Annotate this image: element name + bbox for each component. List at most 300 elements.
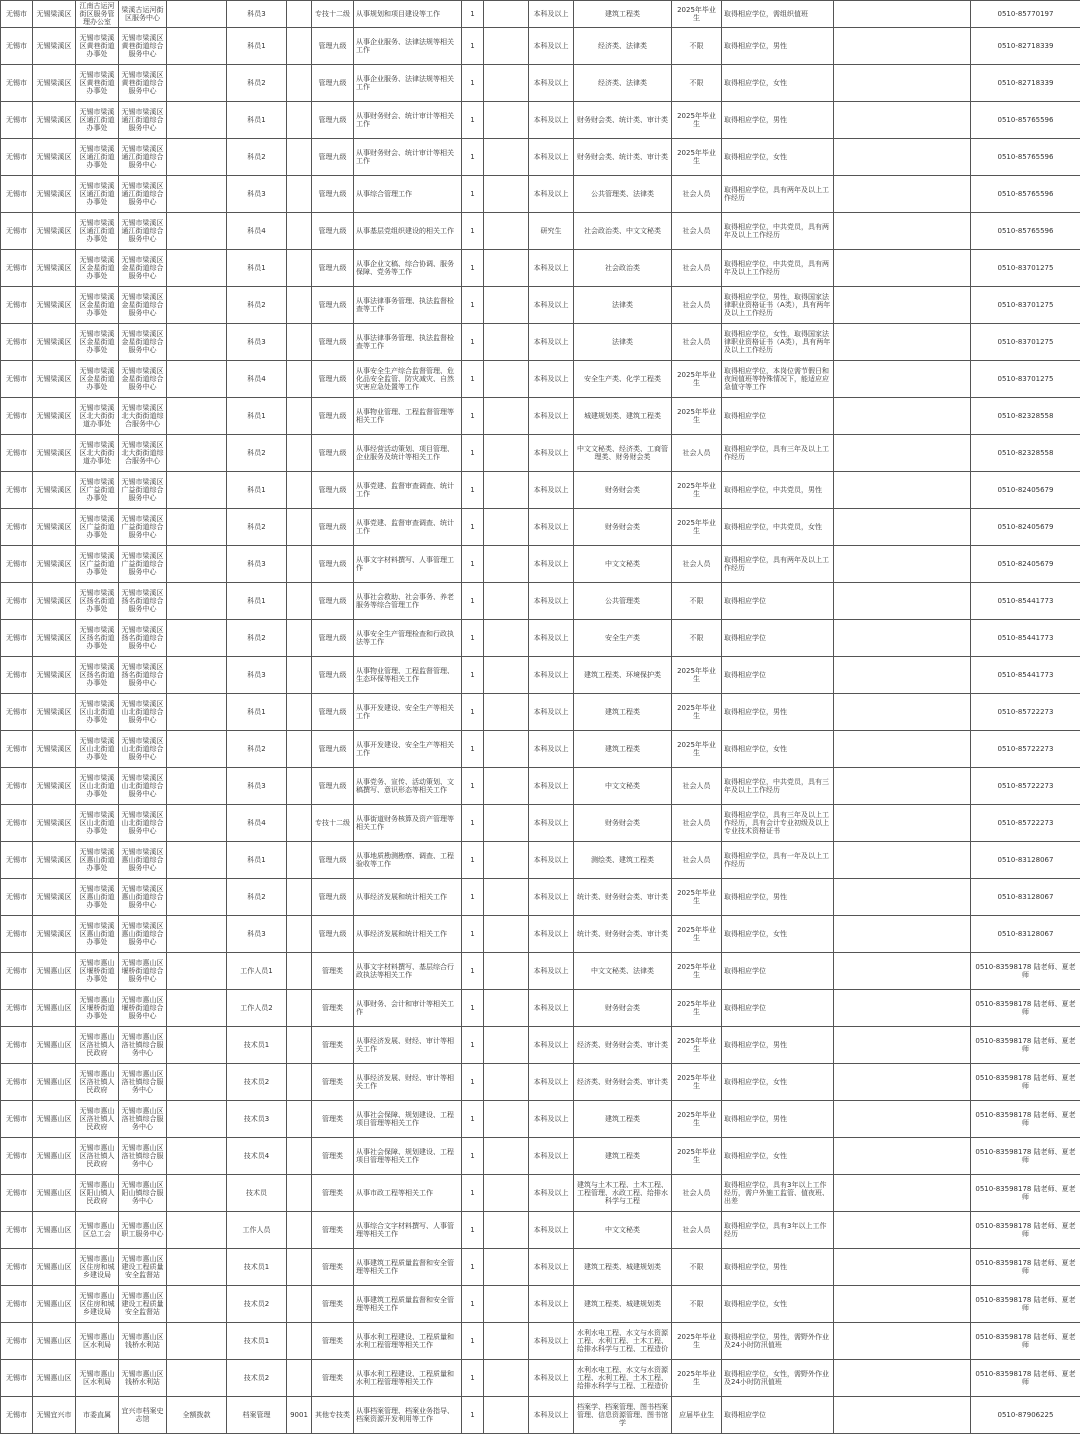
table-cell: 科员1 [227, 250, 287, 287]
table-cell [287, 953, 312, 990]
table-cell: 无锡市梁溪区通江街道办事处 [76, 139, 119, 176]
table-cell [287, 879, 312, 916]
table-cell: 不限 [672, 65, 722, 102]
table-cell: 0510-85441773 [971, 583, 1080, 620]
table-cell [484, 361, 529, 398]
table-cell: 1 [462, 102, 484, 139]
table-cell [484, 620, 529, 657]
table-cell: 无锡市梁溪区金星街道办事处 [76, 250, 119, 287]
table-cell: 本科及以上 [529, 139, 574, 176]
table-cell: 2025年毕业生 [672, 1101, 722, 1138]
table-cell: 宜兴市档案史志馆 [119, 1397, 167, 1434]
table-cell: 中文文秘类 [574, 1212, 672, 1249]
table-cell [834, 250, 971, 287]
table-cell: 无锡市 [1, 879, 33, 916]
table-cell: 无锡梁溪区 [33, 176, 76, 213]
table-cell: 无锡梁溪区 [33, 398, 76, 435]
table-cell [167, 731, 227, 768]
table-cell: 无锡市 [1, 805, 33, 842]
table-cell: 9001 [287, 1397, 312, 1434]
table-cell: 无锡市梁溪区惠山街道办事处 [76, 879, 119, 916]
table-row [1, 139, 1080, 176]
table-cell: 0510-85765596 [971, 139, 1080, 176]
table-cell [167, 1027, 227, 1064]
table-row [1, 879, 1080, 916]
table-cell: 1 [462, 546, 484, 583]
table-cell: 无锡梁溪区 [33, 583, 76, 620]
table-cell [287, 509, 312, 546]
table-cell: 从事文字材料撰写、基层综合行政执法等相关工作 [354, 953, 462, 990]
table-cell [167, 620, 227, 657]
table-cell [834, 583, 971, 620]
table-cell [287, 731, 312, 768]
table-cell: 管理九级 [312, 509, 354, 546]
table-cell: 本科及以上 [529, 1138, 574, 1175]
table-cell: 本科及以上 [529, 1101, 574, 1138]
table-cell: 无锡市梁溪区黄巷街道办事处 [76, 65, 119, 102]
table-cell [167, 472, 227, 509]
table-cell: 无锡市梁溪区广益街道综合服务中心 [119, 472, 167, 509]
table-cell: 安全生产类、化学工程类 [574, 361, 672, 398]
table-cell: 无锡市梁溪区惠山街道办事处 [76, 842, 119, 879]
table-cell: 中文文秘类 [574, 546, 672, 583]
table-cell: 管理九级 [312, 472, 354, 509]
table-cell [834, 953, 971, 990]
table-cell: 无锡市惠山区堰桥街道综合服务中心 [119, 953, 167, 990]
table-cell: 无锡市惠山区堰桥街道办事处 [76, 990, 119, 1027]
table-cell [484, 213, 529, 250]
table-cell: 1 [462, 1360, 484, 1397]
table-cell: 无锡惠山区 [33, 1249, 76, 1286]
table-cell: 本科及以上 [529, 361, 574, 398]
table-cell: 社会人员 [672, 1212, 722, 1249]
table-cell [834, 879, 971, 916]
table-cell: 建筑与土木工程、土木工程、工程管理、水政工程、给排水科学与工程 [574, 1175, 672, 1212]
table-cell [167, 250, 227, 287]
table-cell [287, 435, 312, 472]
table-cell: 1 [462, 1175, 484, 1212]
table-cell [287, 694, 312, 731]
table-cell: 2025年毕业生 [672, 398, 722, 435]
table-cell [834, 509, 971, 546]
table-cell: 无锡市惠山区堰桥街道综合服务中心 [119, 990, 167, 1027]
table-cell [287, 361, 312, 398]
table-cell: 无锡梁溪区 [33, 916, 76, 953]
table-cell: 1 [462, 990, 484, 1027]
table-cell: 社会人员 [672, 435, 722, 472]
table-cell: 无锡市惠山区职工服务中心 [119, 1212, 167, 1249]
table-cell: 从事经济发展、财经、审计等相关工作 [354, 1027, 462, 1064]
table-cell: 测绘类、建筑工程类 [574, 842, 672, 879]
table-cell: 取得相应学位，男性，取得国家法律职业资格证书（A类），具有两年及以上工作经历 [722, 287, 834, 324]
table-cell: 0510-83598178 陆老师、夏老师 [971, 1064, 1080, 1101]
table-cell: 科员3 [227, 916, 287, 953]
table-cell: 0510-85765596 [971, 102, 1080, 139]
table-cell [167, 1249, 227, 1286]
table-cell: 取得相应学位，男性 [722, 879, 834, 916]
table-cell: 无锡梁溪区 [33, 213, 76, 250]
table-cell [287, 250, 312, 287]
table-cell: 管理九级 [312, 842, 354, 879]
table-cell: 无锡市梁溪区金星街道办事处 [76, 287, 119, 324]
table-cell: 本科及以上 [529, 879, 574, 916]
table-cell [167, 287, 227, 324]
table-cell [167, 102, 227, 139]
table-cell [287, 805, 312, 842]
table-cell: 无锡市梁溪区山北街道综合服务中心 [119, 694, 167, 731]
table-cell: 0510-83598178 陆老师、夏老师 [971, 1212, 1080, 1249]
table-cell: 科员2 [227, 620, 287, 657]
table-cell: 管理九级 [312, 250, 354, 287]
table-cell [484, 1101, 529, 1138]
table-cell: 无锡市梁溪区扬名街道办事处 [76, 657, 119, 694]
table-cell: 本科及以上 [529, 28, 574, 65]
table-cell: 无锡市 [1, 1, 33, 28]
table-cell [484, 435, 529, 472]
table-row [1, 435, 1080, 472]
table-cell: 无锡梁溪区 [33, 65, 76, 102]
table-cell [287, 1, 312, 28]
table-cell [834, 324, 971, 361]
table-cell: 2025年毕业生 [672, 1, 722, 28]
table-cell [834, 768, 971, 805]
table-cell: 1 [462, 1397, 484, 1434]
table-cell: 取得相应学位，男性 [722, 1027, 834, 1064]
table-cell: 0510-85765596 [971, 213, 1080, 250]
table-cell: 无锡市 [1, 213, 33, 250]
table-row [1, 620, 1080, 657]
table-cell: 无锡市梁溪区黄巷街道办事处 [76, 28, 119, 65]
table-cell: 科员4 [227, 361, 287, 398]
table-cell: 无锡市梁溪区山北街道综合服务中心 [119, 805, 167, 842]
table-cell: 无锡市梁溪区山北街道综合服务中心 [119, 731, 167, 768]
table-cell: 从事建筑工程质量监督和安全管理等相关工作 [354, 1286, 462, 1323]
table-cell: 统计类、财务财会类、审计类 [574, 916, 672, 953]
table-cell: 无锡市惠山区建设工程质量安全监督站 [119, 1249, 167, 1286]
table-cell: 科员1 [227, 583, 287, 620]
table-cell: 0510-85770197 [971, 1, 1080, 28]
table-cell: 无锡市梁溪区扬名街道办事处 [76, 620, 119, 657]
table-cell: 无锡市 [1, 546, 33, 583]
table-cell [484, 842, 529, 879]
table-cell [287, 1360, 312, 1397]
table-cell: 1 [462, 768, 484, 805]
table-cell: 经济类、财务财会类、审计类 [574, 1064, 672, 1101]
table-cell [167, 398, 227, 435]
table-cell: 从事法律事务管理、执法监督检查等工作 [354, 287, 462, 324]
table-cell: 1 [462, 509, 484, 546]
table-cell: 无锡市惠山区总工会 [76, 1212, 119, 1249]
table-cell: 无锡市惠山区洛社镇综合服务中心 [119, 1027, 167, 1064]
table-cell: 无锡市梁溪区金星街道综合服务中心 [119, 361, 167, 398]
table-cell: 无锡市 [1, 1064, 33, 1101]
table-cell: 管理九级 [312, 583, 354, 620]
table-cell: 本科及以上 [529, 953, 574, 990]
table-cell [834, 1212, 971, 1249]
table-cell [484, 583, 529, 620]
table-cell: 无锡梁溪区 [33, 731, 76, 768]
table-cell: 技术员4 [227, 1138, 287, 1175]
table-cell: 法律类 [574, 287, 672, 324]
table-cell: 无锡梁溪区 [33, 805, 76, 842]
table-cell: 从事街道财务核算及资产管理等相关工作 [354, 805, 462, 842]
table-cell [834, 213, 971, 250]
table-cell: 无锡市梁溪区广益街道综合服务中心 [119, 509, 167, 546]
table-cell: 中文文秘类、经济类、工商管理类、财务财会类 [574, 435, 672, 472]
table-cell: 1 [462, 1249, 484, 1286]
table-cell: 0510-82328558 [971, 435, 1080, 472]
table-cell: 科员1 [227, 472, 287, 509]
table-cell: 社会人员 [672, 1175, 722, 1212]
table-row [1, 250, 1080, 287]
table-cell: 取得相应学位，中共党员，具有三年及以上工作经历 [722, 768, 834, 805]
table-cell: 0510-83598178 陆老师、夏老师 [971, 1249, 1080, 1286]
table-cell: 取得相应学位，女性 [722, 731, 834, 768]
table-cell: 取得相应学位 [722, 620, 834, 657]
table-cell: 管理九级 [312, 694, 354, 731]
table-cell: 管理九级 [312, 916, 354, 953]
table-cell: 从事企业服务、法律法规等相关工作 [354, 28, 462, 65]
table-cell [834, 287, 971, 324]
table-cell: 社会人员 [672, 324, 722, 361]
table-cell [834, 1360, 971, 1397]
table-cell: 无锡梁溪区 [33, 657, 76, 694]
table-cell: 无锡市惠山区洛社镇综合服务中心 [119, 1064, 167, 1101]
table-cell: 本科及以上 [529, 842, 574, 879]
table-row [1, 1397, 1080, 1434]
table-cell: 取得相应学位 [722, 398, 834, 435]
table-cell [834, 1064, 971, 1101]
table-cell [287, 768, 312, 805]
table-cell: 本科及以上 [529, 805, 574, 842]
table-cell [167, 1, 227, 28]
table-cell: 工作人员 [227, 1212, 287, 1249]
table-cell [484, 509, 529, 546]
table-cell: 1 [462, 250, 484, 287]
table-cell [287, 990, 312, 1027]
table-cell [484, 990, 529, 1027]
table-cell: 取得相应学位，男性 [722, 102, 834, 139]
table-cell: 1 [462, 287, 484, 324]
table-cell: 本科及以上 [529, 1286, 574, 1323]
table-cell [834, 1101, 971, 1138]
table-cell [167, 1064, 227, 1101]
table-cell: 科员3 [227, 546, 287, 583]
table-cell: 从事经济发展、财经、审计等相关工作 [354, 1064, 462, 1101]
table-cell: 1 [462, 1101, 484, 1138]
table-cell: 无锡市梁溪区广益街道综合服务中心 [119, 546, 167, 583]
table-cell: 从事综合文字材料撰写、人事管理等相关工作 [354, 1212, 462, 1249]
table-cell: 管理九级 [312, 731, 354, 768]
table-cell: 取得相应学位 [722, 1397, 834, 1434]
table-cell: 1 [462, 1286, 484, 1323]
table-cell: 建筑工程类 [574, 694, 672, 731]
table-cell: 建筑工程类 [574, 1138, 672, 1175]
table-row [1, 361, 1080, 398]
table-cell: 工作人员2 [227, 990, 287, 1027]
table-cell: 无锡市梁溪区山北街道办事处 [76, 768, 119, 805]
table-cell [834, 435, 971, 472]
table-cell [167, 1323, 227, 1360]
table-cell: 无锡市惠山区水利局 [76, 1323, 119, 1360]
table-cell: 无锡市梁溪区广益街道办事处 [76, 546, 119, 583]
table-cell [287, 1286, 312, 1323]
table-cell [484, 28, 529, 65]
table-cell: 无锡市 [1, 324, 33, 361]
table-cell: 从事法律事务管理、执法监督检查等工作 [354, 324, 462, 361]
table-cell: 社会人员 [672, 176, 722, 213]
table-cell: 本科及以上 [529, 287, 574, 324]
table-cell: 无锡市梁溪区扬名街道综合服务中心 [119, 620, 167, 657]
table-cell [834, 28, 971, 65]
table-cell: 管理类 [312, 1027, 354, 1064]
table-cell: 1 [462, 1027, 484, 1064]
table-cell: 无锡市 [1, 1323, 33, 1360]
table-cell: 无锡梁溪区 [33, 102, 76, 139]
table-cell [484, 1138, 529, 1175]
table-cell: 1 [462, 694, 484, 731]
table-cell: 取得相应学位，具有一年及以上工作经历 [722, 842, 834, 879]
table-cell: 从事开发建设、安全生产等相关工作 [354, 731, 462, 768]
table-cell: 无锡梁溪区 [33, 1, 76, 28]
table-cell: 无锡市梁溪区山北街道办事处 [76, 731, 119, 768]
table-cell: 取得相应学位，需组织值班 [722, 1, 834, 28]
table-cell [167, 361, 227, 398]
table-cell: 管理九级 [312, 287, 354, 324]
table-cell [287, 324, 312, 361]
table-cell [484, 102, 529, 139]
table-cell: 2025年毕业生 [672, 879, 722, 916]
table-cell: 档案管理 [227, 1397, 287, 1434]
table-cell: 管理类 [312, 953, 354, 990]
table-cell: 管理九级 [312, 398, 354, 435]
table-cell: 1 [462, 1064, 484, 1101]
table-cell: 取得相应学位，女性，需野外作业及24小时防汛值班 [722, 1360, 834, 1397]
table-cell: 科员3 [227, 657, 287, 694]
table-cell: 2025年毕业生 [672, 1027, 722, 1064]
table-cell [834, 1175, 971, 1212]
table-cell [834, 657, 971, 694]
table-cell: 无锡市 [1, 509, 33, 546]
table-cell [287, 213, 312, 250]
table-cell: 取得相应学位，女性 [722, 916, 834, 953]
table-cell: 取得相应学位，女性 [722, 1064, 834, 1101]
table-cell [484, 768, 529, 805]
table-cell: 研究生 [529, 213, 574, 250]
table-cell: 统计类、财务财会类、审计类 [574, 879, 672, 916]
table-cell: 取得相应学位，女性，取得国家法律职业资格证书（A类），具有两年及以上工作经历 [722, 324, 834, 361]
table-cell: 0510-83598178 陆老师、夏老师 [971, 1138, 1080, 1175]
table-cell [834, 1323, 971, 1360]
table-row [1, 1360, 1080, 1397]
table-cell [484, 953, 529, 990]
table-cell: 无锡市 [1, 472, 33, 509]
table-cell: 管理九级 [312, 546, 354, 583]
table-cell: 无锡梁溪区 [33, 546, 76, 583]
table-cell [167, 657, 227, 694]
table-cell [834, 731, 971, 768]
table-cell: 江南古运河街区服务管理办公室 [76, 1, 119, 28]
table-cell [834, 842, 971, 879]
table-cell: 无锡市惠山区钱桥水利站 [119, 1323, 167, 1360]
table-cell: 1 [462, 1138, 484, 1175]
table-cell: 本科及以上 [529, 176, 574, 213]
table-cell: 无锡惠山区 [33, 1323, 76, 1360]
table-cell: 取得相应学位 [722, 990, 834, 1027]
table-cell: 社会人员 [672, 768, 722, 805]
table-cell: 1 [462, 1, 484, 28]
table-cell: 无锡市 [1, 657, 33, 694]
table-cell [287, 102, 312, 139]
table-cell [484, 1027, 529, 1064]
table-cell: 科员2 [227, 731, 287, 768]
table-cell: 管理类 [312, 1175, 354, 1212]
table-cell: 2025年毕业生 [672, 657, 722, 694]
table-cell: 法律类 [574, 324, 672, 361]
table-row [1, 287, 1080, 324]
table-cell [287, 916, 312, 953]
table-cell: 1 [462, 916, 484, 953]
table-cell: 管理九级 [312, 28, 354, 65]
table-row [1, 1249, 1080, 1286]
table-cell: 0510-83128067 [971, 916, 1080, 953]
table-cell [287, 1064, 312, 1101]
table-cell: 从事水利工程建设、工程质量和水利工程管理等相关工作 [354, 1360, 462, 1397]
table-cell: 无锡市惠山区堰桥街道办事处 [76, 953, 119, 990]
table-cell: 从事财务、会计和审计等相关工作 [354, 990, 462, 1027]
table-row [1, 583, 1080, 620]
table-cell: 取得相应学位，女性 [722, 1286, 834, 1323]
table-cell: 0510-85722273 [971, 694, 1080, 731]
table-cell: 从事党建、监督审查调查、统计工作 [354, 509, 462, 546]
table-cell: 管理九级 [312, 102, 354, 139]
table-cell: 取得相应学位，本岗位需节假日和夜间值班等特殊情况下，能适应应急值守等工作 [722, 361, 834, 398]
table-cell: 2025年毕业生 [672, 102, 722, 139]
table-cell: 无锡市惠山区住房和城乡建设局 [76, 1286, 119, 1323]
table-cell: 无锡市惠山区洛社镇综合服务中心 [119, 1138, 167, 1175]
table-cell: 社会人员 [672, 842, 722, 879]
table-row [1, 1101, 1080, 1138]
table-row [1, 1212, 1080, 1249]
table-cell: 无锡市 [1, 1249, 33, 1286]
table-cell [484, 65, 529, 102]
table-cell: 建筑工程类、城建规划类 [574, 1249, 672, 1286]
table-cell: 取得相应学位，中共党员，女性 [722, 509, 834, 546]
table-row [1, 1027, 1080, 1064]
table-cell: 无锡市 [1, 102, 33, 139]
table-cell [834, 1286, 971, 1323]
table-cell [484, 694, 529, 731]
table-cell [287, 28, 312, 65]
table-cell [484, 1064, 529, 1101]
table-cell: 取得相应学位，具有两年及以上工作经历 [722, 176, 834, 213]
table-cell: 1 [462, 805, 484, 842]
table-cell: 无锡市梁溪区扬名街道办事处 [76, 583, 119, 620]
table-cell: 无锡梁溪区 [33, 287, 76, 324]
table-cell [834, 1138, 971, 1175]
table-cell [287, 65, 312, 102]
table-row [1, 1, 1080, 28]
table-cell: 取得相应学位，男性，需野外作业及24小时防汛值班 [722, 1323, 834, 1360]
table-cell: 本科及以上 [529, 546, 574, 583]
table-cell: 从事安全生产综合监督管理、危化品安全监管、防灾减灾、自然灾害应急处置等工作 [354, 361, 462, 398]
table-row [1, 176, 1080, 213]
table-cell: 无锡梁溪区 [33, 324, 76, 361]
table-cell: 科员3 [227, 176, 287, 213]
table-cell: 无锡市梁溪区惠山街道综合服务中心 [119, 916, 167, 953]
table-cell: 本科及以上 [529, 398, 574, 435]
table-cell: 城建规划类、建筑工程类 [574, 398, 672, 435]
